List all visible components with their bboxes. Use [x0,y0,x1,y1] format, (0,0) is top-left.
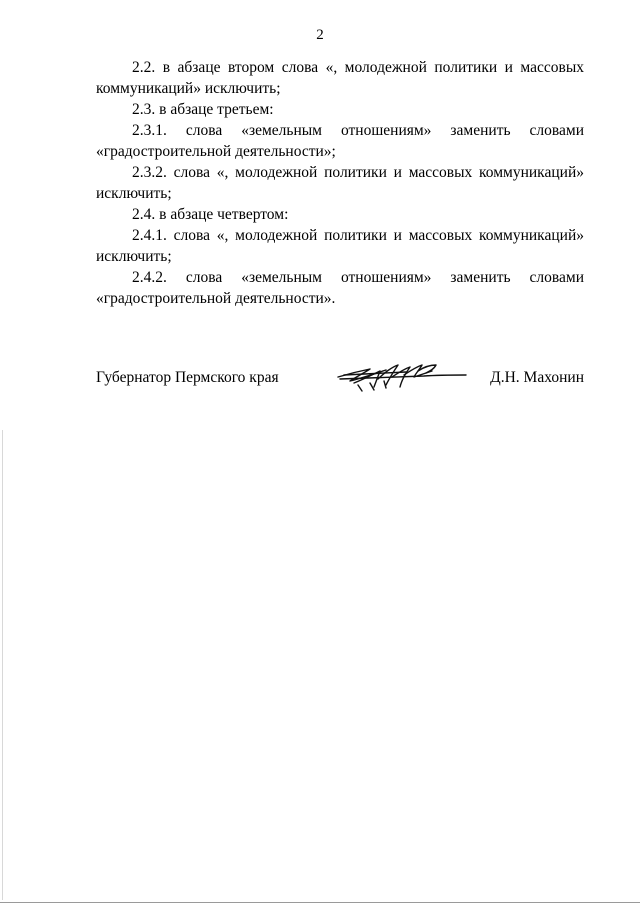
scan-margin-line [2,430,3,900]
paragraph-2-4-1: 2.4.1. слова «, молодежной политики и массовых коммуникаций» исключить; [96,227,584,265]
paragraph-2-3-1: 2.3.1. слова «земельным отношениям» заменить словами «градостроительной деятельности»; [96,122,584,160]
paragraph-2-3-2: 2.3.2. слова «, молодежной политики и массовых коммуникаций» исключить; [96,164,584,202]
paragraph-2-4: 2.4. в абзаце четвертом: [132,206,289,223]
handwritten-signature-icon [334,357,470,397]
paragraph-2-4-2: 2.4.2. слова «земельным отношениям» заменить словами «градостроительной деятельности». [96,269,584,307]
paragraph-2-2: 2.2. в абзаце втором слова «, молодежной политики и массовых коммуникаций» исключить; [96,59,584,97]
paragraph-2-3: 2.3. в абзаце третьем: [132,101,274,118]
scan-bottom-edge [0,902,640,903]
signer-title: Губернатор Пермского края [96,369,279,386]
page-number: 2 [316,27,324,43]
signature-block [96,367,584,397]
document-body [96,57,584,309]
signer-name: Д.Н. Махонин [490,369,584,386]
